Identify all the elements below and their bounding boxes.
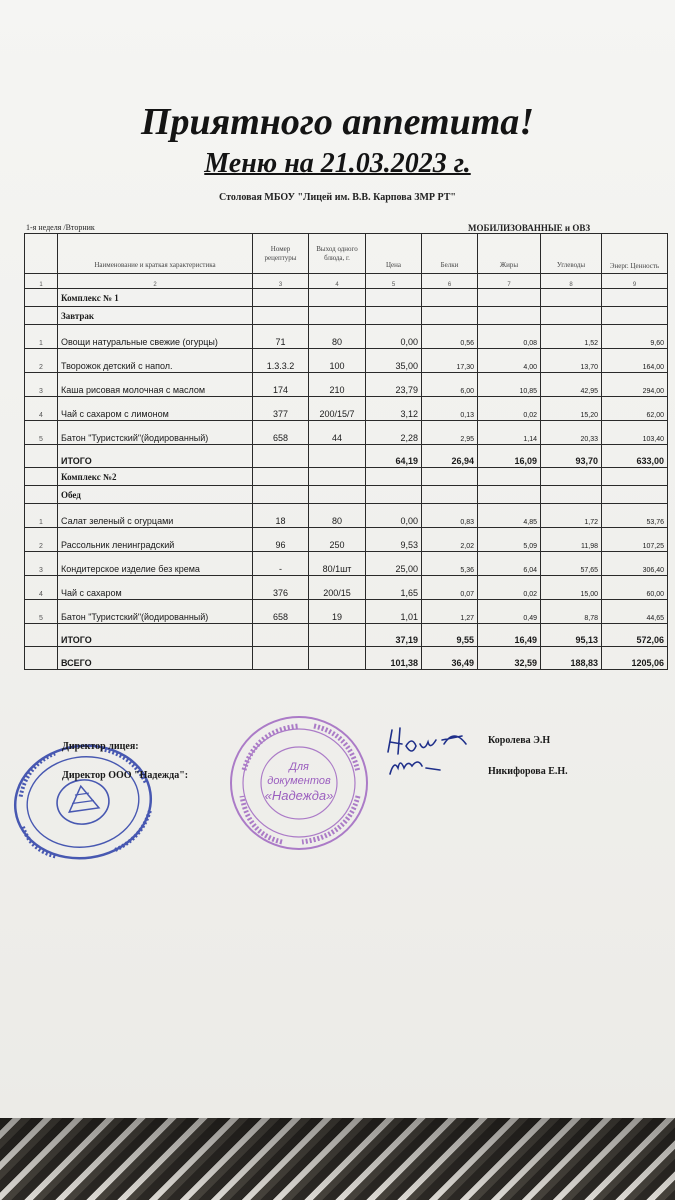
item-recipe: - [253,552,309,576]
item-fat: 5,09 [478,528,541,552]
grand-total-price: 101,38 [366,647,422,670]
item-price: 3,12 [366,397,422,421]
column-number-row [25,274,668,289]
column-header-recipe: Номер рецептуры [253,234,309,274]
total-protein: 9,55 [422,624,478,647]
column-number: 7 [478,274,541,289]
item-number: 1 [25,325,58,349]
meal-label-lunch: Обед [58,486,253,504]
table-row [25,325,668,349]
table-row [25,528,668,552]
grand-total-carbs: 188,83 [541,647,602,670]
director-label: Директор лицея: [62,741,139,752]
fabric-shadow [0,1118,675,1200]
item-energy: 107,25 [602,528,668,552]
column-number: 6 [422,274,478,289]
item-fat: 0,49 [478,600,541,624]
item-name: Батон "Туристский"(йодированный) [58,600,253,624]
breakfast-row [25,307,668,325]
item-name: Овощи натуральные свежие (огурцы) [58,325,253,349]
item-number: 2 [25,349,58,373]
page-title: Приятного аппетита! [140,101,535,143]
item-recipe: 658 [253,421,309,445]
item-portion: 250 [309,528,366,552]
canteen-name: Столовая МБОУ "Лицей им. В.В. Карпова ЗМР РТ" [219,192,456,203]
total-fat: 16,09 [478,445,541,468]
column-number: 2 [58,274,253,289]
item-energy: 306,40 [602,552,668,576]
item-name: Чай с сахаром с лимоном [58,397,253,421]
item-recipe: 96 [253,528,309,552]
column-number: 8 [541,274,602,289]
item-portion: 80/1шт [309,552,366,576]
item-fat: 0,02 [478,397,541,421]
column-header-name: Наименование и краткая характеристика [58,234,253,274]
complex-2-row [25,468,668,486]
table-row [25,349,668,373]
table-row [25,576,668,600]
item-portion: 100 [309,349,366,373]
column-header-protein: Белки [422,234,478,274]
table-row [25,504,668,528]
item-price: 1,65 [366,576,422,600]
handwritten-signature [382,722,482,782]
item-energy: 60,00 [602,576,668,600]
item-portion: 80 [309,325,366,349]
item-price: 9,53 [366,528,422,552]
column-number: 4 [309,274,366,289]
lunch-row [25,486,668,504]
menu-date-heading: Меню на 21.03.2023 г. [204,148,471,179]
item-name: Кондитерское изделие без крема [58,552,253,576]
item-number: 3 [25,552,58,576]
item-energy: 62,00 [602,397,668,421]
item-protein: 6,00 [422,373,478,397]
complex-1-label: Комплекс № 1 [58,289,253,307]
item-price: 25,00 [366,552,422,576]
item-carbs: 20,33 [541,421,602,445]
item-name: Каша рисовая молочная с маслом [58,373,253,397]
item-fat: 6,04 [478,552,541,576]
director-name: Королева Э.Н [488,735,551,746]
total-energy: 572,06 [602,624,668,647]
item-portion: 44 [309,421,366,445]
table-row [25,421,668,445]
total-label: ИТОГО [58,445,253,468]
item-name: Батон "Туристский"(йодированный) [58,421,253,445]
total-energy: 633,00 [602,445,668,468]
complex-1-items [25,325,668,445]
grand-total-protein: 36,49 [422,647,478,670]
week-day-label: 1-я неделя /Вторник [26,223,95,232]
item-portion: 80 [309,504,366,528]
item-fat: 10,85 [478,373,541,397]
company-seal-stamp [226,712,372,854]
item-protein: 0,07 [422,576,478,600]
total-label: ИТОГО [58,624,253,647]
meal-label-breakfast: Завтрак [58,307,253,325]
column-header-portion: Выход одного блюда, г. [309,234,366,274]
item-carbs: 15,00 [541,576,602,600]
item-portion: 200/15 [309,576,366,600]
item-fat: 4,85 [478,504,541,528]
item-price: 0,00 [366,325,422,349]
item-energy: 9,60 [602,325,668,349]
item-recipe: 376 [253,576,309,600]
company-director-name: Никифорова Е.Н. [488,766,568,777]
item-number: 4 [25,397,58,421]
item-protein: 0,13 [422,397,478,421]
complex-2-items [25,504,668,624]
item-recipe: 174 [253,373,309,397]
table-row [25,397,668,421]
item-carbs: 1,72 [541,504,602,528]
item-price: 35,00 [366,349,422,373]
complex-1-row [25,289,668,307]
stamp-text-line-3: «Надежда» [264,788,334,803]
item-name: Салат зеленый с огурцами [58,504,253,528]
item-energy: 164,00 [602,349,668,373]
item-name: Творожок детский с напол. [58,349,253,373]
item-recipe: 377 [253,397,309,421]
table-row [25,552,668,576]
item-price: 2,28 [366,421,422,445]
category-label: МОБИЛИЗОВАННЫЕ и ОВЗ [468,223,591,233]
item-energy: 103,40 [602,421,668,445]
column-number: 5 [366,274,422,289]
item-protein: 2,95 [422,421,478,445]
grand-total-row [25,647,668,670]
item-number: 2 [25,528,58,552]
column-number: 3 [253,274,309,289]
item-protein: 0,83 [422,504,478,528]
grand-total-label: ВСЕГО [58,647,253,670]
column-header-energy: Энерг. Ценность [602,234,668,274]
table-header-row [25,234,668,274]
item-energy: 44,65 [602,600,668,624]
item-energy: 53,76 [602,504,668,528]
column-header [25,234,58,274]
item-portion: 200/15/7 [309,397,366,421]
item-number: 5 [25,600,58,624]
stamp-text-line-1: Для [289,761,309,773]
total-carbs: 93,70 [541,445,602,468]
item-portion: 19 [309,600,366,624]
total-price: 37,19 [366,624,422,647]
item-price: 0,00 [366,504,422,528]
item-carbs: 8,78 [541,600,602,624]
company-director-label: Директор ООО "Надежда": [62,770,189,781]
table-row [25,373,668,397]
item-carbs: 15,20 [541,397,602,421]
item-name: Чай с сахаром [58,576,253,600]
item-price: 1,01 [366,600,422,624]
total-price: 64,19 [366,445,422,468]
column-number: 9 [602,274,668,289]
item-protein: 5,36 [422,552,478,576]
item-carbs: 13,70 [541,349,602,373]
item-recipe: 71 [253,325,309,349]
item-carbs: 57,65 [541,552,602,576]
item-recipe: 658 [253,600,309,624]
item-carbs: 11,98 [541,528,602,552]
item-recipe: 1.3.3.2 [253,349,309,373]
total-carbs: 95,13 [541,624,602,647]
item-number: 4 [25,576,58,600]
item-recipe: 18 [253,504,309,528]
item-fat: 0,08 [478,325,541,349]
complex-1-total-row [25,445,668,468]
total-protein: 26,94 [422,445,478,468]
grand-total-fat: 32,59 [478,647,541,670]
complex-2-label: Комплекс №2 [58,468,253,486]
column-header-price: Цена [366,234,422,274]
item-portion: 210 [309,373,366,397]
item-number: 3 [25,373,58,397]
column-header-carbs: Углеводы [541,234,602,274]
item-protein: 2,02 [422,528,478,552]
item-protein: 1,27 [422,600,478,624]
item-carbs: 1,52 [541,325,602,349]
table-row [25,600,668,624]
column-header-fat: Жиры [478,234,541,274]
item-number: 5 [25,421,58,445]
item-fat: 4,00 [478,349,541,373]
item-price: 23,79 [366,373,422,397]
item-fat: 0,02 [478,576,541,600]
item-fat: 1,14 [478,421,541,445]
item-protein: 17,30 [422,349,478,373]
school-seal-stamp [8,740,158,864]
item-carbs: 42,95 [541,373,602,397]
total-fat: 16,49 [478,624,541,647]
item-name: Рассольник ленинградский [58,528,253,552]
item-number: 1 [25,504,58,528]
column-number: 1 [25,274,58,289]
complex-2-total-row [25,624,668,647]
item-protein: 0,56 [422,325,478,349]
menu-table [24,233,668,670]
item-energy: 294,00 [602,373,668,397]
stamp-text-line-2: документов [267,775,331,787]
grand-total-energy: 1205,06 [602,647,668,670]
